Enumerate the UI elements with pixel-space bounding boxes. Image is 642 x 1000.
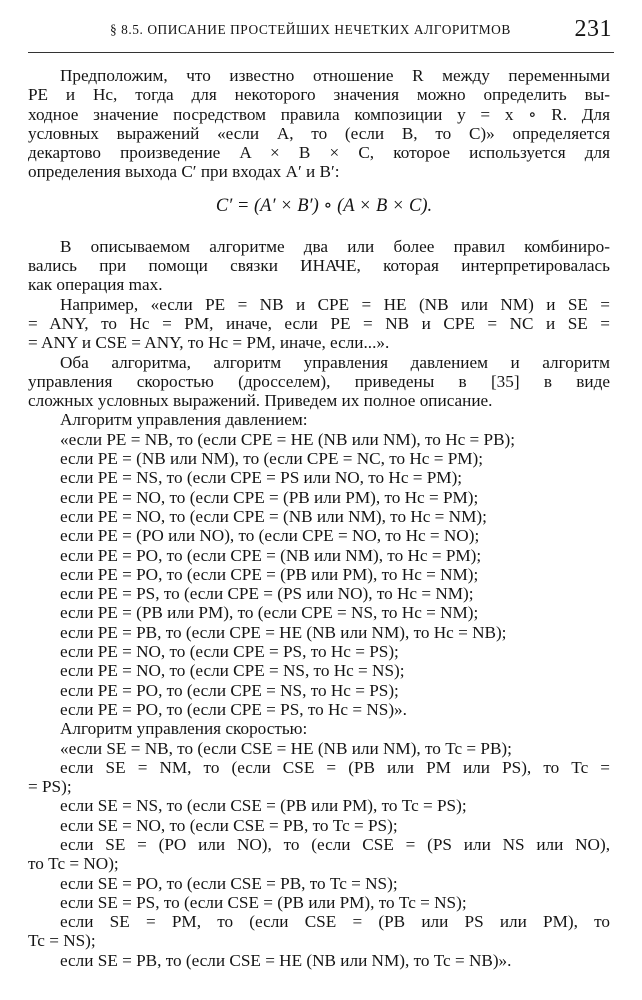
text-line: Оба алгоритма, алгоритм управления давлением и алгоритм bbox=[60, 352, 610, 372]
text-line: Например, «если PE = NB и CPE = HE (NB или NM) и SE = bbox=[60, 294, 610, 314]
speed-algorithm-title: Алгоритм управления скоростью: bbox=[60, 719, 308, 739]
paragraph-combination bbox=[28, 237, 610, 295]
text-line: вались при помощи связки ИНАЧЕ, которая интерпретировалась bbox=[28, 256, 610, 276]
rule-line: если PE = PB, то (если CPE = HE (NB или NM), то Hc = NB); bbox=[60, 622, 507, 642]
rule-line: если PE = PO, то (если CPE = (PB или PM), то Hc = NM); bbox=[60, 564, 479, 584]
rule-line: если PE = PO, то (если CPE = PS, то Hc = NS)». bbox=[60, 699, 407, 719]
rule-line: если SE = NO, то (если CSE = PB, то Tc = PS); bbox=[60, 815, 398, 835]
rule-line: если SE = (PO или NO), то (если CSE = (PS или NS или NO), bbox=[60, 834, 610, 854]
pressure-rules-list bbox=[28, 430, 610, 719]
rule-line: если PE = PO, то (если CPE = (NB или NM), то Hc = PM); bbox=[60, 545, 482, 565]
page-number: 231 bbox=[574, 16, 612, 42]
page-header bbox=[0, 14, 642, 54]
rule-line: если PE = NS, то (если CPE = PS или NO, то Hc = PM); bbox=[60, 468, 463, 488]
text-line: = ANY, то Hc = PM, иначе, если PE = NB и CPE = NC и SE = bbox=[28, 313, 610, 333]
rule-line: если PE = NO, то (если CPE = (PB или PM), то Hc = PM); bbox=[60, 487, 479, 507]
rule-line: если PE = NO, то (если CPE = (NB или NM), то Hc = NM); bbox=[60, 506, 487, 526]
text-line: определения выхода C′ при входах A′ и B′: bbox=[28, 162, 340, 182]
text-line: условных выражений «если A, то (если B, то C)» определяется bbox=[28, 123, 610, 143]
rule-line: «если SE = NB, то (если CSE = HE (NB или NM), то Tc = PB); bbox=[60, 738, 512, 758]
text-line: управления скоростью (дросселем), приведены в [35] в виде bbox=[28, 371, 610, 391]
text-line: В описываемом алгоритме два или более правил комбиниро- bbox=[60, 236, 610, 256]
text-line: PE и Hc, тогда для некоторого значения можно определить вы- bbox=[28, 85, 610, 105]
rule-line: если SE = PM, то (если CSE = (PB или PS или PM), то bbox=[60, 912, 610, 932]
running-head: § 8.5. ОПИСАНИЕ ПРОСТЕЙШИХ НЕЧЕТКИХ АЛГОРИТМОВ bbox=[110, 22, 511, 37]
rule-line: то Tc = NO); bbox=[28, 854, 119, 874]
rule-line: если PE = PS, то (если CPE = (PS или NO), то Hc = NM); bbox=[60, 584, 474, 604]
rule-line: если SE = PB, то (если CSE = HE (NB или NM), то Tc = NB)». bbox=[60, 950, 512, 970]
rule-line: Tc = NS); bbox=[28, 931, 96, 951]
rule-line: если PE = (PO или NO), то (если CPE = NO, то Hc = NO); bbox=[60, 526, 480, 546]
rule-line: если PE = PO, то (если CPE = NS, то Hc = PS); bbox=[60, 680, 399, 700]
text-line: как операция max. bbox=[28, 275, 163, 295]
text-line: = ANY и CSE = ANY, то Hc = PM, иначе, если...». bbox=[28, 333, 390, 353]
paragraph-example bbox=[28, 295, 610, 353]
page-body bbox=[28, 66, 610, 970]
rule-line: если SE = PO, то (если CSE = PB, то Tc = NS); bbox=[60, 873, 398, 893]
text-line: сложных условных выражений. Приведем их полное описание. bbox=[28, 391, 493, 411]
rule-line: если SE = NM, то (если CSE = (PB или PM или PS), то Tc = bbox=[60, 757, 610, 777]
rule-line: если SE = PS, то (если CSE = (PB или PM), то Tc = NS); bbox=[60, 892, 467, 912]
paragraph-relation bbox=[28, 66, 610, 182]
text-line: декартово произведение A × B × C, которое используется для bbox=[28, 143, 610, 163]
paragraph-algorithms bbox=[28, 353, 610, 411]
text-line: ходное значение посредством правила композиции y = x ∘ R. Для bbox=[28, 104, 610, 124]
display-formula: C′ = (A′ × B′) ∘ (A × B × C). bbox=[215, 195, 433, 216]
speed-rules-list bbox=[28, 739, 610, 971]
pressure-algorithm-title: Алгоритм управления давлением: bbox=[60, 410, 308, 430]
rule-line: = PS); bbox=[28, 777, 72, 797]
text-line: Предположим, что известно отношение R между переменными bbox=[60, 66, 610, 85]
rule-line: «если PE = NB, то (если CPE = HE (NB или NM), то Hc = PB); bbox=[60, 429, 516, 449]
rule-line: если PE = (NB или NM), то (если CPE = NC, то Hc = PM); bbox=[60, 449, 484, 469]
rule-line: если PE = NO, то (если CPE = NS, то Hc = NS); bbox=[60, 661, 405, 681]
header-rule bbox=[28, 52, 614, 53]
rule-line: если PE = NO, то (если CPE = PS, то Hc = PS); bbox=[60, 642, 399, 662]
rule-line: если SE = NS, то (если CSE = (PB или PM), то Tc = PS); bbox=[60, 796, 467, 816]
rule-line: если PE = (PB или PM), то (если CPE = NS, то Hc = NM); bbox=[60, 603, 479, 623]
